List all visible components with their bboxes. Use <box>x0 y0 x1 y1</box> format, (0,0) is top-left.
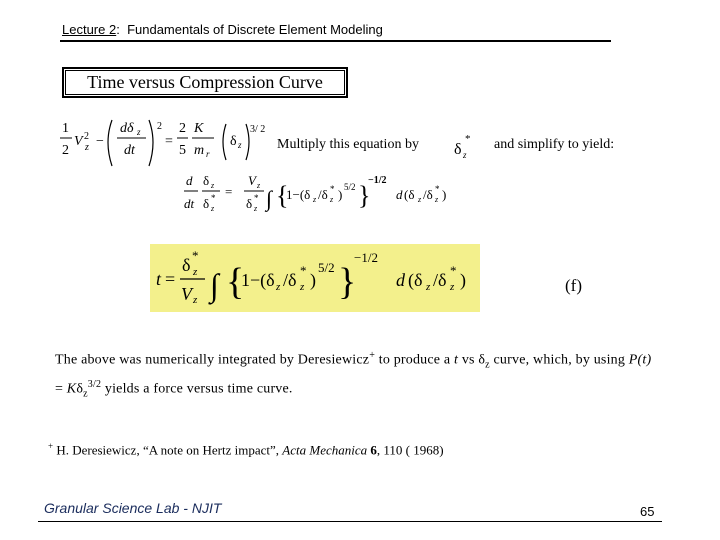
svg-text:2: 2 <box>157 121 162 132</box>
svg-text:5/2: 5/2 <box>318 260 335 275</box>
svg-text:2: 2 <box>62 143 69 158</box>
paragraph-variable: P(t) <box>628 352 652 368</box>
svg-text:dt: dt <box>184 196 195 211</box>
svg-text:z: z <box>463 150 467 160</box>
svg-text:z: z <box>254 204 258 213</box>
simplify-instruction: and simplify to yield: <box>494 137 615 152</box>
page-number: 65 <box>640 504 655 519</box>
lecture-topic: Fundamentals of Discrete Element Modeling <box>127 22 383 37</box>
svg-text:z: z <box>193 294 198 306</box>
paragraph-exponent: 3/2 <box>87 379 102 391</box>
footnote-marker: + <box>48 441 54 451</box>
svg-text:*: * <box>300 263 307 278</box>
svg-text:=: = <box>225 184 233 199</box>
svg-text:*: * <box>192 248 199 263</box>
svg-text:1−(δ: 1−(δ <box>241 270 275 290</box>
footnote-journal: Acta Mechanica <box>282 442 368 458</box>
svg-text:/δ: /δ <box>433 270 447 290</box>
svg-text:z: z <box>450 281 455 293</box>
header-separator: : <box>116 22 120 37</box>
svg-text:(δ: (δ <box>404 187 415 202</box>
svg-text:δ: δ <box>246 196 253 211</box>
svg-text:z: z <box>435 195 439 204</box>
energy-equation <box>54 114 272 172</box>
svg-text:5: 5 <box>179 143 186 158</box>
footer-separator: - <box>179 500 192 516</box>
svg-text:V: V <box>248 173 256 188</box>
footnote-reference: + <box>369 350 376 361</box>
svg-text:m: m <box>194 143 205 158</box>
paragraph-subscript: z <box>83 388 88 400</box>
svg-text:1: 1 <box>62 121 69 136</box>
paragraph-text: vs <box>458 352 479 368</box>
svg-text:): ) <box>310 270 316 290</box>
svg-text:δ: δ <box>454 141 462 158</box>
svg-text:z: z <box>85 142 89 153</box>
svg-text:z: z <box>276 281 281 293</box>
svg-text:δ: δ <box>203 173 210 188</box>
svg-text:δ: δ <box>203 196 210 211</box>
institution-name: NJIT <box>191 500 222 516</box>
body-paragraph <box>55 346 655 405</box>
svg-text:*: * <box>450 263 457 278</box>
svg-text:V: V <box>74 134 83 149</box>
lecture-header <box>62 22 383 37</box>
svg-text:z: z <box>211 204 215 213</box>
slide-title: Time versus Compression Curve <box>87 72 323 92</box>
paragraph-symbol: δ <box>76 382 84 398</box>
svg-text:}: } <box>358 181 371 210</box>
svg-text:z: z <box>330 195 334 204</box>
svg-text:}: } <box>338 261 357 303</box>
svg-text:): ) <box>338 187 343 202</box>
svg-text:*: * <box>211 193 216 203</box>
svg-text:d: d <box>396 187 403 202</box>
svg-text:=: = <box>165 134 173 149</box>
svg-text:2: 2 <box>84 131 89 142</box>
svg-text:5/2: 5/2 <box>344 182 356 192</box>
svg-text:z: z <box>211 181 215 190</box>
svg-text:z: z <box>238 140 242 150</box>
svg-text:t: t <box>156 269 162 289</box>
svg-text:*: * <box>254 193 259 203</box>
paragraph-subscript: z <box>485 359 490 371</box>
slide-title-box <box>62 67 348 98</box>
svg-text:*: * <box>330 184 335 194</box>
svg-text:δ: δ <box>182 255 191 275</box>
paragraph-variable: K <box>66 382 77 398</box>
footnote <box>48 441 444 458</box>
svg-text:r: r <box>206 149 210 159</box>
svg-text:z: z <box>137 127 141 137</box>
svg-text:dt: dt <box>124 143 135 158</box>
svg-text:z: z <box>418 195 422 204</box>
paragraph-text: yields a force versus time curve. <box>101 382 293 398</box>
paragraph-text: to produce a <box>375 352 455 368</box>
svg-text:2: 2 <box>179 121 186 136</box>
svg-text:d: d <box>186 173 193 188</box>
svg-text:−1/2: −1/2 <box>368 175 387 186</box>
svg-text:=: = <box>165 269 176 289</box>
svg-text:z: z <box>426 281 431 293</box>
svg-text:∫: ∫ <box>210 267 219 303</box>
svg-text:z: z <box>193 266 198 278</box>
svg-text:−1/2: −1/2 <box>354 250 378 265</box>
svg-text:V: V <box>181 284 192 304</box>
svg-text:*: * <box>435 184 440 194</box>
svg-text:∫: ∫ <box>266 186 273 211</box>
svg-text:z: z <box>313 195 317 204</box>
paragraph-variable: t <box>454 352 459 368</box>
time-integral-equation <box>150 244 480 312</box>
paragraph-text: The above was numerically integrated by Deresiewicz <box>55 352 370 368</box>
svg-text:δ: δ <box>230 134 237 149</box>
svg-text:1−(δ: 1−(δ <box>286 187 311 202</box>
svg-text:z: z <box>300 281 305 293</box>
footer-divider <box>38 521 662 522</box>
svg-text:d: d <box>396 270 405 290</box>
paragraph-text: curve, which, by using <box>489 352 629 368</box>
derivative-equation <box>182 168 472 220</box>
svg-text:K: K <box>194 121 204 136</box>
svg-text:(δ: (δ <box>408 270 423 290</box>
svg-text:z: z <box>257 181 261 190</box>
footer-lab-name <box>44 500 221 516</box>
svg-text:−: − <box>96 134 104 149</box>
svg-text:{: { <box>276 181 289 210</box>
svg-text:3/ 2: 3/ 2 <box>250 124 266 135</box>
svg-text:/δ: /δ <box>283 270 297 290</box>
lecture-label: Lecture 2 <box>62 22 117 37</box>
svg-text:dδ: dδ <box>120 121 134 136</box>
footnote-pages: , 110 ( 1968) <box>376 442 444 458</box>
multiply-instruction: Multiply this equation by <box>277 137 419 152</box>
header-divider <box>60 40 611 42</box>
svg-text:*: * <box>465 133 471 145</box>
equation-label: (f) <box>565 276 582 295</box>
delta-star-symbol <box>452 132 476 160</box>
svg-text:): ) <box>460 270 466 290</box>
svg-text:{: { <box>226 261 245 303</box>
svg-text:/δ: /δ <box>318 187 328 202</box>
paragraph-symbol: δ <box>478 352 486 368</box>
lab-name: Granular Science Lab <box>44 500 180 516</box>
footnote-author: H. Deresiewicz, “A note on Hertz impact”, <box>53 442 283 458</box>
paragraph-text: = <box>55 382 67 398</box>
svg-text:): ) <box>442 187 447 202</box>
svg-text:/δ: /δ <box>423 187 433 202</box>
footnote-volume: 6 <box>367 442 377 458</box>
